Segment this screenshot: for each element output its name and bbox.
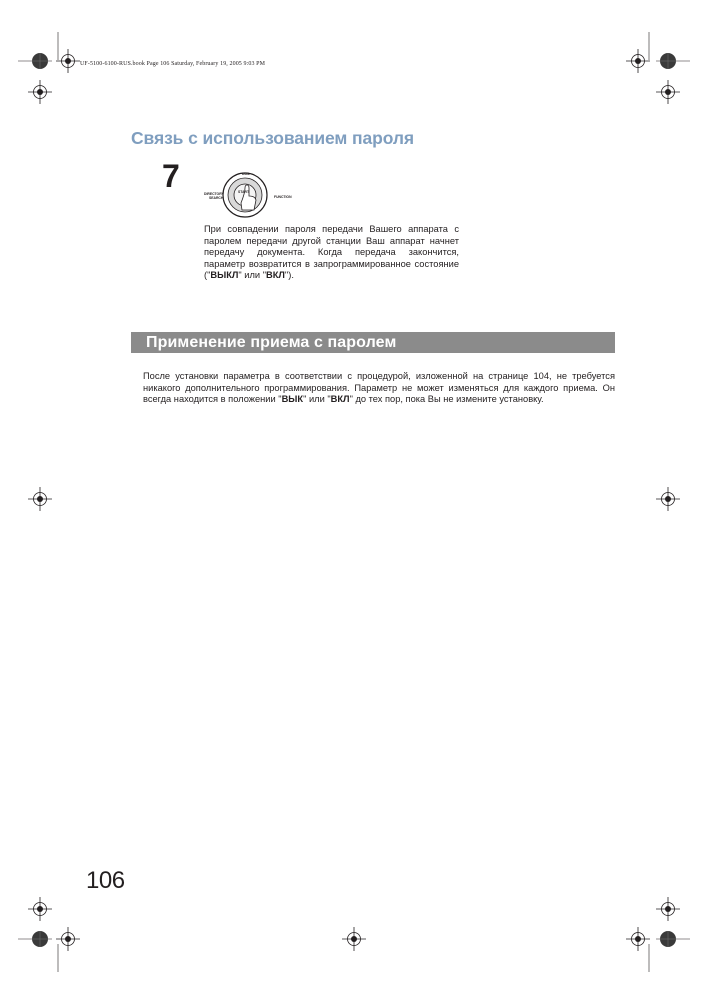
step-number: 7 [162, 158, 180, 194]
start-button-icon [220, 170, 270, 222]
file-info-header: UF-5100-6100-RUS.book Page 106 Saturday, February 19, 2005 9:03 PM [80, 61, 266, 67]
step-text-on: ВКЛ [266, 270, 285, 281]
function-label: FUNCTION [274, 195, 292, 199]
body-paragraph [143, 371, 615, 406]
body-off: ВЫК [281, 394, 304, 405]
directory-label: DIRECTORY [204, 192, 224, 196]
step-text-part3: "). [284, 270, 294, 281]
step-text-off: ВЫКЛ [210, 270, 239, 281]
body-part1: После установки параметра в соответствии с процедурой, изложенной на странице 104, не требуется никакого дополнительного программирования. Параметр не может изменяться для каждого приема. Он всегда находится в положении " [143, 371, 615, 405]
start-label: START [238, 190, 250, 194]
start-button-illustration [200, 170, 320, 220]
step-description [204, 224, 459, 282]
dial-label: DIAL [242, 172, 250, 176]
body-part3: " до тех пор, пока Вы не измените установку. [349, 394, 544, 405]
page-number: 106 [86, 867, 125, 894]
step-text-part2: " или " [238, 270, 266, 281]
step-text-part1: При совпадении пароля передачи Вашего аппарата с паролем передачи другой станции Ваш аппарат начнет передачу документа. Когда передача закончится, параметр возвратится в запрограммированное состояние (" [204, 224, 459, 281]
subsection-title: Применение приема с паролем [146, 334, 397, 351]
search-label: SEARCH [209, 196, 224, 200]
body-part2: " или " [303, 394, 331, 405]
section-title: Связь с использованием пароля [131, 128, 415, 148]
body-on: ВКЛ [330, 394, 350, 405]
